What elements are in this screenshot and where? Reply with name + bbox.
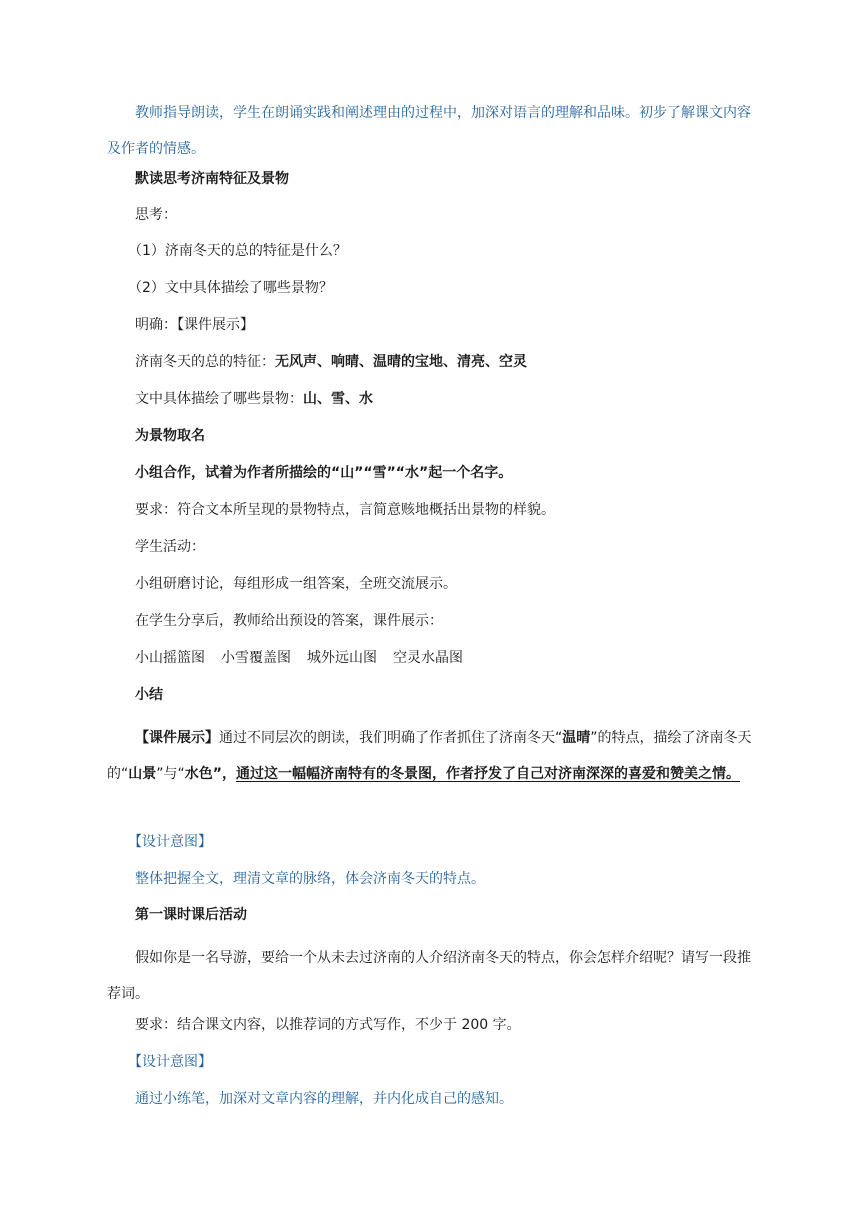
summary-bold-shanjing: 山景 xyxy=(128,766,157,782)
design-intent-text-2: 通过小练笔，加深对文章内容的理解，并内化成自己的感知。 xyxy=(135,1091,513,1107)
think-label: 思考： xyxy=(135,207,177,223)
design-intent-text-1: 整体把握全文，理清文章的脉络，体会济南冬天的特点。 xyxy=(135,871,485,887)
summary-text: ”与“ xyxy=(156,766,185,782)
homework-paragraph: 假如你是一名导游，要给一个从未去过济南的人介绍济南冬天的特点，你会怎样介绍呢？请写一段推荐词。 xyxy=(107,950,751,1002)
summary-underlined: 通过这一幅幅济南特有的冬景图，作者抒发了自己对济南深深的喜爱和赞美之情。 xyxy=(235,766,740,782)
requirement-1: 要求：符合文本所呈现的景物特点，言简意赅地概括出景物的样貌。 xyxy=(135,502,555,518)
requirement-2: 要求：结合课文内容，以推荐词的方式写作，不少于 200 字。 xyxy=(135,1017,521,1033)
preset-names xyxy=(135,648,463,668)
design-intent-label-2: 【设计意图】 xyxy=(128,1054,212,1070)
summary-paragraph xyxy=(107,720,757,792)
name-item: 小山摇篮图 xyxy=(135,650,205,666)
design-intent-label-1: 【设计意图】 xyxy=(128,834,212,850)
student-activity-label: 学生活动： xyxy=(135,539,205,555)
summary-text: ”， xyxy=(212,766,236,782)
scene-value: 山、雪、水 xyxy=(303,391,373,407)
heading-silent-reading: 默读思考济南特征及景物 xyxy=(135,171,289,187)
feature-line xyxy=(135,352,527,372)
scene-label: 文中具体描绘了哪些景物： xyxy=(135,391,303,407)
summary-text: 通过不同层次的朗读，我们明确了作者抓住了济南冬天“ xyxy=(219,730,563,746)
group-task: 小组合作，试着为作者所描绘的“山”“雪”“水”起一个名字。 xyxy=(135,465,513,481)
feature-value: 无风声、响晴、温晴的宝地、清亮、空灵 xyxy=(275,354,527,370)
teacher-share: 在学生分享后，教师给出预设的答案，课件展示： xyxy=(135,613,443,629)
heading-summary: 小结 xyxy=(135,687,163,703)
summary-lead: 【课件展示】 xyxy=(135,730,219,746)
name-item: 城外远山图 xyxy=(307,650,377,666)
summary-bold-shuise: 水色 xyxy=(184,766,213,782)
name-item: 小雪覆盖图 xyxy=(221,650,291,666)
feature-label: 济南冬天的总的特征： xyxy=(135,354,275,370)
question-1: （1）济南冬天的总的特征是什么？ xyxy=(128,243,347,259)
summary-text: ”的特点，描绘了济南冬天的“ xyxy=(107,730,752,782)
scene-line xyxy=(135,389,373,409)
paragraph-reading-guidance: 教师指导朗读，学生在朗诵实践和阐述理由的过程中，加深对语言的理解和品味。初步了解课文内容及作者的情感。 xyxy=(107,105,751,157)
group-discussion: 小组研磨讨论，每组形成一组答案，全班交流展示。 xyxy=(135,576,457,592)
name-item: 空灵水晶图 xyxy=(393,650,463,666)
clarify-label: 明确：【课件展示】 xyxy=(135,317,254,333)
summary-bold-wenqing: 温晴 xyxy=(562,730,591,746)
question-2: （2）文中具体描绘了哪些景物？ xyxy=(128,280,333,296)
heading-naming: 为景物取名 xyxy=(135,428,205,444)
heading-after-class: 第一课时课后活动 xyxy=(135,907,247,923)
